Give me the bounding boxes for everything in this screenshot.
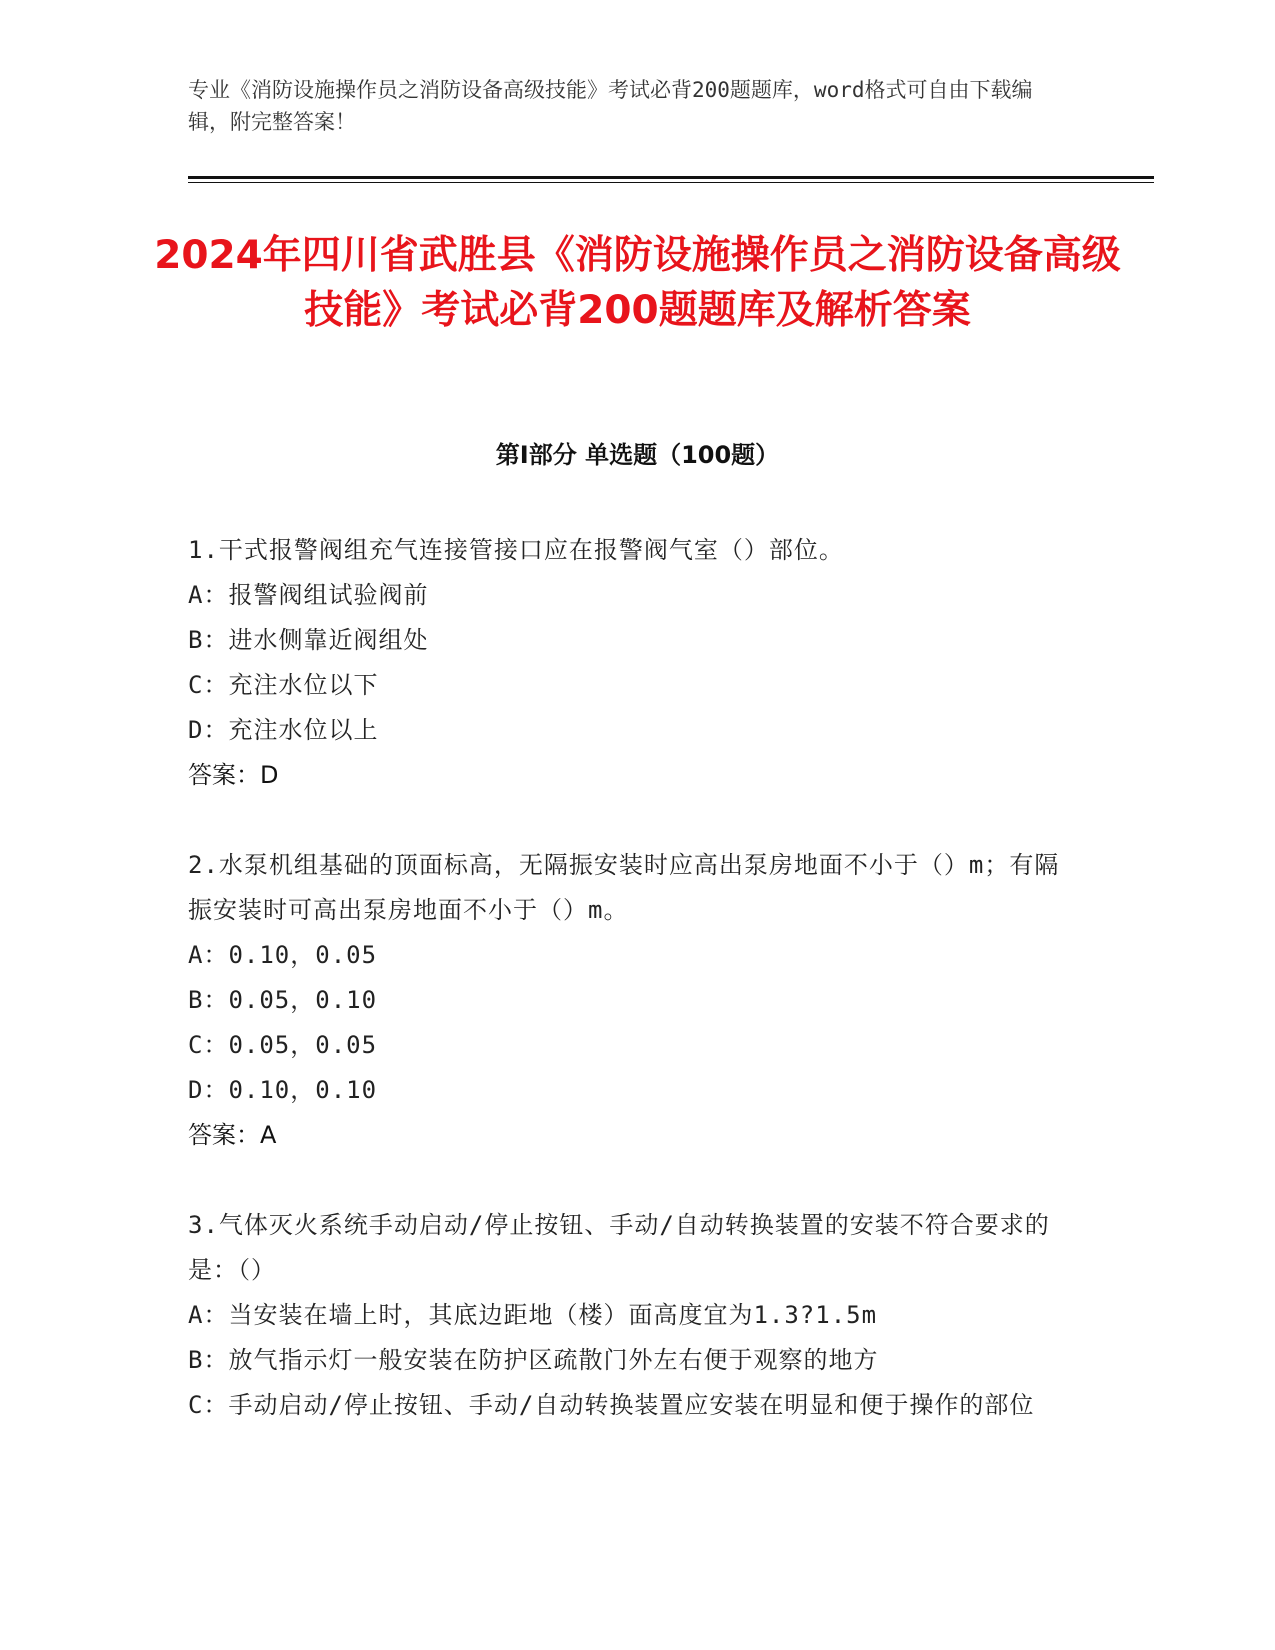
question-stem: 3.气体灭火系统手动启动/停止按钮、手动/自动转换装置的安装不符合要求的是：（） xyxy=(188,1211,1050,1284)
option-a: A：0.10，0.05 xyxy=(188,941,378,969)
question-3 xyxy=(188,1203,1068,1428)
option-c: C：0.05，0.05 xyxy=(188,1031,378,1059)
question-stem: 2.水泵机组基础的顶面标高，无隔振安装时应高出泵房地面不小于（）m；有隔振安装时可高出泵房地面不小于（）m。 xyxy=(188,851,1060,924)
header-divider-thick xyxy=(188,176,1154,179)
question-stem: 1.干式报警阀组充气连接管接口应在报警阀气室（）部位。 xyxy=(188,536,844,564)
header-divider-thin xyxy=(188,182,1154,183)
option-b: B：放气指示灯一般安装在防护区疏散门外左右便于观察的地方 xyxy=(188,1346,879,1374)
section-heading: 第Ⅰ部分 单选题（100题） xyxy=(495,441,780,469)
question-2 xyxy=(188,843,1068,1158)
answer: 答案：D xyxy=(188,761,279,789)
option-b: B：0.05，0.10 xyxy=(188,986,378,1014)
option-c: C：手动启动/停止按钮、手动/自动转换装置应安装在明显和便于操作的部位 xyxy=(188,1391,1035,1419)
option-a: A：当安装在墙上时，其底边距地（楼）面高度宜为1.3?1.5m xyxy=(188,1301,878,1329)
document-title: 2024年四川省武胜县《消防设施操作员之消防设备高级技能》考试必背200题题库及解析答案 xyxy=(154,233,1121,333)
option-d: D：0.10，0.10 xyxy=(188,1076,378,1104)
question-list xyxy=(188,528,1068,1473)
answer: 答案：A xyxy=(188,1121,277,1149)
question-1 xyxy=(188,528,1068,798)
option-c: C：充注水位以下 xyxy=(188,671,379,699)
option-a: A：报警阀组试验阀前 xyxy=(188,581,429,609)
option-d: D：充注水位以上 xyxy=(188,716,379,744)
option-b: B：进水侧靠近阀组处 xyxy=(188,626,429,654)
header-note: 专业《消防设施操作员之消防设备高级技能》考试必背200题题库，word格式可自由下载编辑，附完整答案！ xyxy=(188,78,1033,134)
